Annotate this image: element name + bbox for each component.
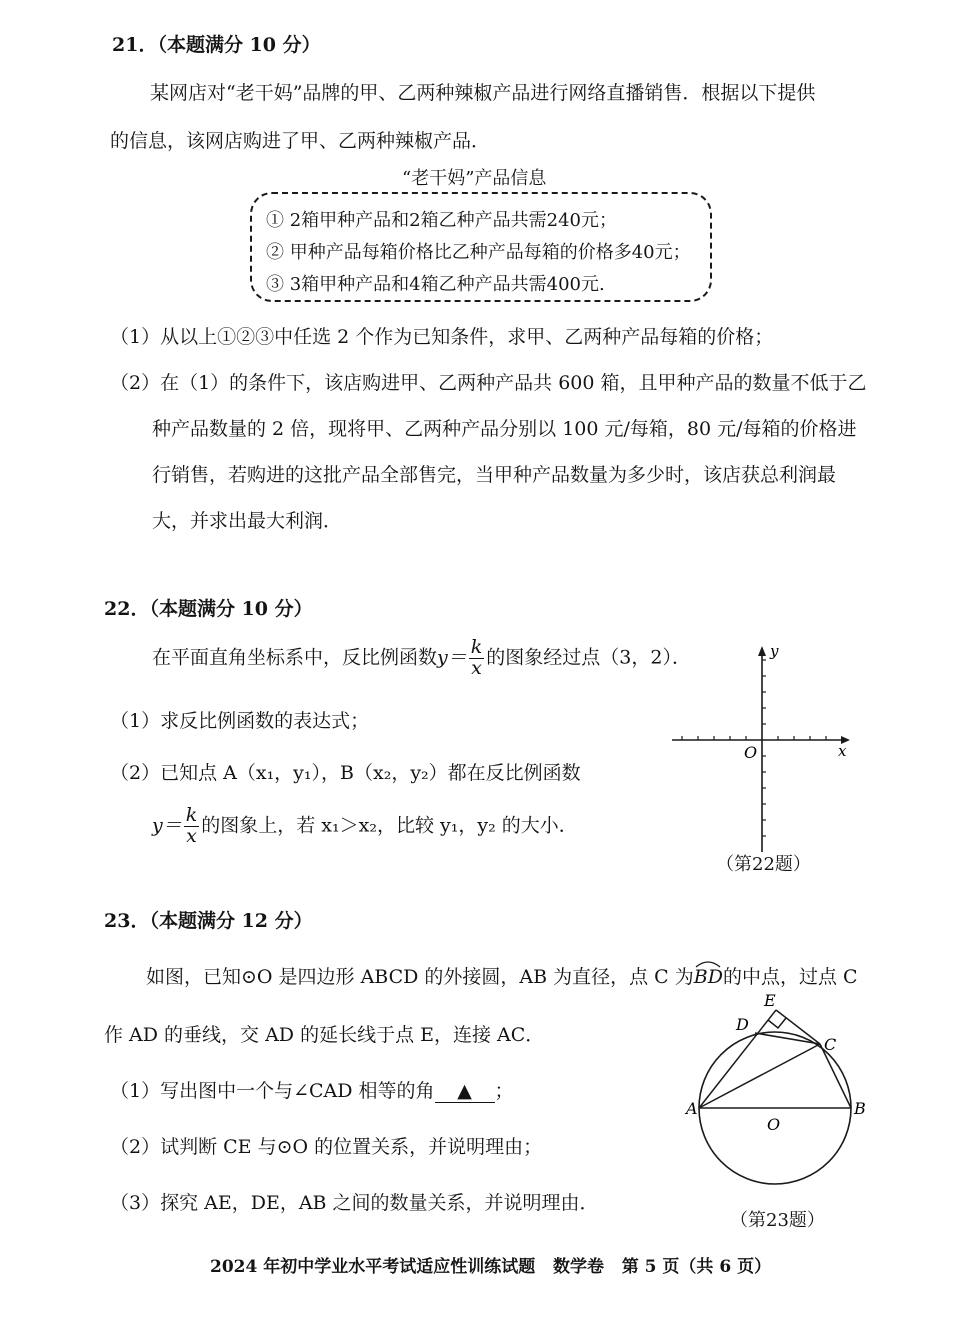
- origin-label: O: [744, 743, 758, 762]
- q23-part1-end: ；: [494, 1080, 514, 1102]
- q23-part3: （3）探究 AE，DE，AB 之间的数量关系，并说明理由．: [110, 1192, 599, 1214]
- segment-ac: [699, 1044, 820, 1108]
- q23-part2: （2）试判断 CE 与⊙O 的位置关系，并说明理由；: [110, 1136, 543, 1158]
- q23-intro-line1: [146, 962, 858, 989]
- q22-frac-num: k: [470, 636, 483, 658]
- right-angle-mark-icon: [768, 1018, 786, 1028]
- q22-frac2-den: x: [186, 824, 197, 847]
- q21-info-item-2: ② 甲种产品每箱价格比乙种产品每箱的价格多40元；: [266, 242, 691, 263]
- y-axis-arrow-icon: [758, 646, 766, 656]
- q21-intro-line1: 某网店对“老干妈”品牌的甲、乙两种辣椒产品进行网络直播销售．根据以下提供: [150, 82, 816, 104]
- q21-part2-line3: 行销售，若购进的这批产品全部售完，当甲种产品数量为多少时，该店获总利润最: [152, 464, 837, 486]
- segment-dc: [755, 1033, 820, 1044]
- q23-intro-line2: 作 AD 的垂线，交 AD 的延长线于点 E，连接 AC．: [104, 1024, 545, 1046]
- q22-fraction-k-over-x-2: [184, 806, 200, 847]
- q22-y-eq-2: y＝: [152, 814, 182, 837]
- q21-part2-line1: （2）在（1）的条件下，该店购进甲、乙两种产品共 600 箱，且甲种产品的数量不低于乙: [110, 372, 867, 394]
- q23-intro-line1-post: 的中点，过点 C: [722, 966, 858, 988]
- label-a: A: [686, 1099, 698, 1118]
- arc-symbol-icon: [694, 958, 722, 968]
- q21-info-box: [250, 192, 712, 302]
- q22-y-eq: y＝: [437, 646, 467, 669]
- q22-header: 22．（本题满分 10 分）: [104, 598, 313, 620]
- q22-frac2-num: k: [185, 804, 198, 826]
- label-o: O: [767, 1115, 781, 1134]
- q22-frac-den: x: [471, 656, 482, 679]
- q23-answer-blank: [435, 1080, 495, 1103]
- q21-intro-line2: 的信息，该网店购进了甲、乙两种辣椒产品．: [110, 130, 491, 152]
- q21-info-item-3: ③ 3箱甲种产品和4箱乙种产品共需400元.: [266, 274, 605, 295]
- q22-caption: （第22题）: [716, 854, 811, 875]
- q22-part2-line2: [152, 806, 578, 847]
- segment-ec: [776, 1010, 820, 1044]
- q23-circle-figure: [680, 986, 870, 1206]
- q23-arc-bd: [694, 966, 723, 988]
- q22-fraction-k-over-x: [469, 638, 485, 679]
- q22-intro: [152, 638, 691, 679]
- q21-header: 21．（本题满分 10 分）: [112, 34, 321, 56]
- label-b: B: [854, 1099, 866, 1118]
- page-footer: 2024 年初中学业水平考试适应性训练试题 数学卷 第 5 页（共 6 页）: [210, 1257, 772, 1277]
- q21-part2-line2: 种产品数量的 2 倍，现将甲、乙两种产品分别以 100 元/每箱，80 元/每箱的价格进: [152, 418, 857, 440]
- q22-intro-post: 的图象经过点（3，2）．: [486, 646, 691, 669]
- figure-lines: [699, 1010, 851, 1108]
- label-d: D: [736, 1015, 749, 1034]
- q22-part1: （1）求反比例函数的表达式；: [110, 710, 370, 732]
- q21-part1: （1）从以上①②③中任选 2 个作为已知条件，求甲、乙两种产品每箱的价格；: [110, 326, 774, 348]
- label-e: E: [764, 991, 776, 1010]
- q21-part2-line4: 大，并求出最大利润．: [152, 510, 343, 532]
- q21-info-item-1: ① 2箱甲种产品和2箱乙种产品共需240元；: [266, 210, 617, 231]
- q22-coordinate-figure: [660, 636, 860, 856]
- q23-part1: [110, 1076, 514, 1103]
- q23-header: 23．（本题满分 12 分）: [104, 910, 313, 932]
- y-axis-label: y: [770, 642, 779, 660]
- q21-box-title: “老干妈”产品信息: [402, 168, 547, 189]
- q23-caption: （第23题）: [730, 1210, 825, 1231]
- q22-part2-post: 的图象上，若 x₁＞x₂，比较 y₁，y₂ 的大小．: [201, 814, 578, 837]
- x-axis-label: x: [838, 742, 847, 760]
- q23-intro-line1-pre: 如图，已知⊙O 是四边形 ABCD 的外接圆，AB 为直径，点 C 为: [146, 966, 694, 988]
- answer-triangle-icon: ▲: [457, 1080, 472, 1102]
- q22-part2-line1: （2）已知点 A（x₁，y₁），B（x₂，y₂）都在反比例函数: [110, 762, 581, 784]
- q23-part1-text: （1）写出图中一个与∠CAD 相等的角: [110, 1080, 435, 1102]
- q22-intro-pre: 在平面直角坐标系中，反比例函数: [152, 646, 438, 669]
- label-c: C: [824, 1035, 837, 1054]
- q23-arc-label: BD: [693, 966, 723, 988]
